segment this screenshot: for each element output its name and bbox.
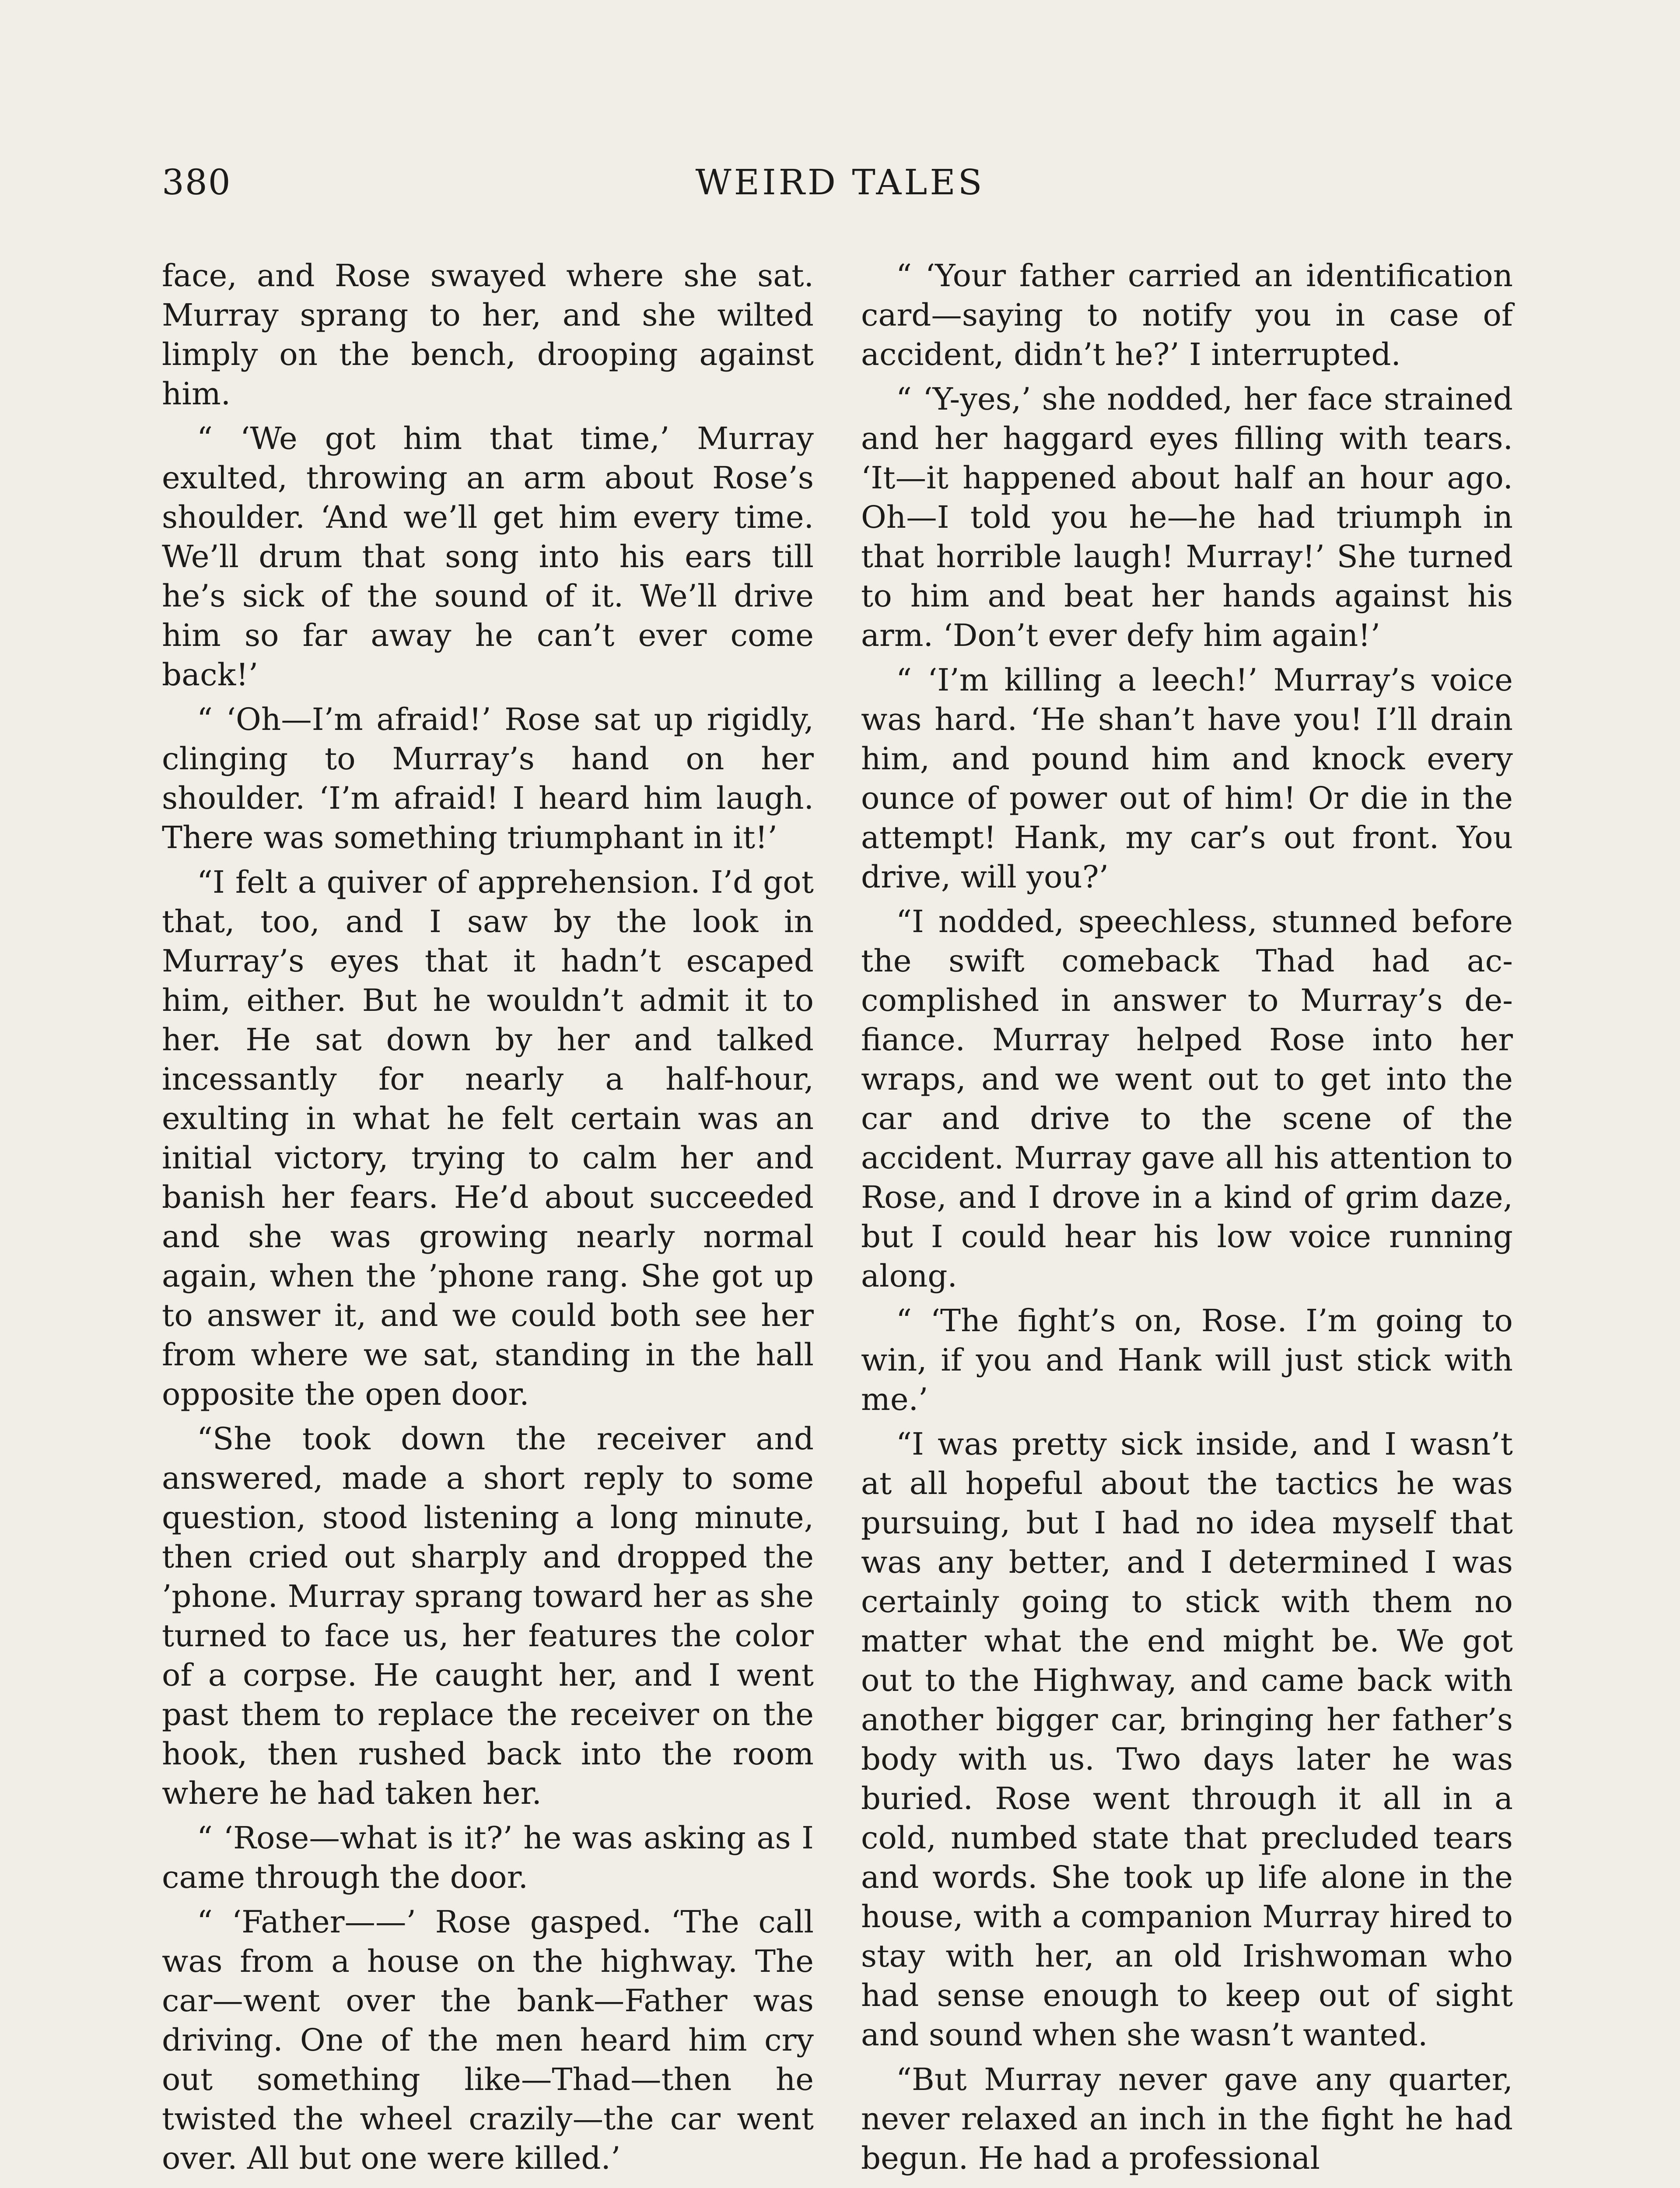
paragraph: “But Murray never gave any quarter, never relaxed an inch in the fight he had begun. He had a professional [861,2062,1513,2176]
paragraph: “ ‘We got him that time,’ Murray exulted, throwing an arm about Rose’s shoulder. ‘And we’ll get him every time. We’ll drum that song into his ears till he’s sick of the sound of it. We’ll drive him so far away he can’t ever come back!’ [162,421,814,693]
left-column [162,256,814,2183]
right-column [861,256,1513,2183]
paragraph: “I felt a quiver of apprehension. I’d got that, too, and I saw by the look in Murray’s eyes that it hadn’t escaped him, either. But he wouldn’t admit it to her. He sat down by her and talked incessantly for nearly a half-hour, exulting in what he felt certain was an initial victory, trying to calm her and banish her fears. He’d about succeeded and she was growing nearly normal again, when the ’phone rang. She got up to answer it, and we could both see her from where we sat, standing in the hall opposite the open door. [162,864,814,1412]
page-number: 380 [162,162,231,203]
running-head [162,162,1518,210]
paragraph: “I was pretty sick inside, and I wasn’t at all hopeful about the tactics he was pursuing, but I had no idea myself that was any better, and I determined I was certainly going to stick with them no matter what the end might be. We got out to the Highway, and came back with another bigger car, bringing her father’s body with us. Two days later he was buried. Rose went through it all in a cold, numbed state that precluded tears and words. She took up life alone in the house, with a companion Murray hired to stay with her, an old Irishwoman who had sense enough to keep out of sight and sound when she wasn’t wanted. [861,1426,1513,2053]
paragraph: “ ‘Your father carried an identification card—saying to notify you in case of accident, didn’t he?’ I interrupted. [861,258,1513,372]
paragraph: face, and Rose swayed where she sat. Murray sprang to her, and she wilted limply on the bench, drooping against him. [162,258,814,412]
paragraph: “ ‘Y-yes,’ she nodded, her face strained and her haggard eyes filling with tears. ‘It—it happened about half an hour ago. Oh—I told you he—he had triumph in that horrible laugh! Murray!’ She turned to him and beat her hands against his arm. ‘Don’t ever defy him again!’ [861,381,1513,653]
paragraph: “ ‘Father——’ Rose gasped. ‘The call was from a house on the highway. The car—went over the bank—Father was driving. One of the men heard him cry out something like—Thad—then he twisted the wheel crazily—the car went over. All but one were killed.’ [162,1904,814,2176]
paragraph: “ ‘The fight’s on, Rose. I’m going to win, if you and Hank will just stick with me.’ [861,1303,1513,1417]
paragraph: “ ‘Oh—I’m afraid!’ Rose sat up rigidly, clinging to Murray’s hand on her shoulder. ‘I’m afraid! I heard him laugh. There was something triumphant in it!’ [162,701,814,856]
paragraph: “She took down the receiver and answered, made a short reply to some question, stood listening a long minute, then cried out sharply and dropped the ’phone. Murray sprang toward her as she turned to face us, her features the color of a corpse. He caught her, and I went past them to replace the receiver on the hook, then rushed back into the room where he had taken her. [162,1421,814,1811]
paragraph: “ ‘I’m killing a leech!’ Murray’s voice was hard. ‘He shan’t have you! I’ll drain him, and pound him and knock every ounce of power out of him! Or die in the attempt! Hank, my car’s out front. You drive, will you?’ [861,662,1513,895]
paragraph: “ ‘Rose—what is it?’ he was asking as I came through the door. [162,1820,814,1895]
paragraph: “I nodded, speechless, stunned before the swift comeback Thad had accomplished in answer to Murray’s defiance. Murray helped Rose into her wraps, and we went out to get into the car and drive to the scene of the accident. Murray gave all his attention to Rose, and I drove in a kind of grim daze, but I could hear his low voice running along. [861,904,1513,1294]
journal-title: WEIRD TALES [695,162,985,203]
